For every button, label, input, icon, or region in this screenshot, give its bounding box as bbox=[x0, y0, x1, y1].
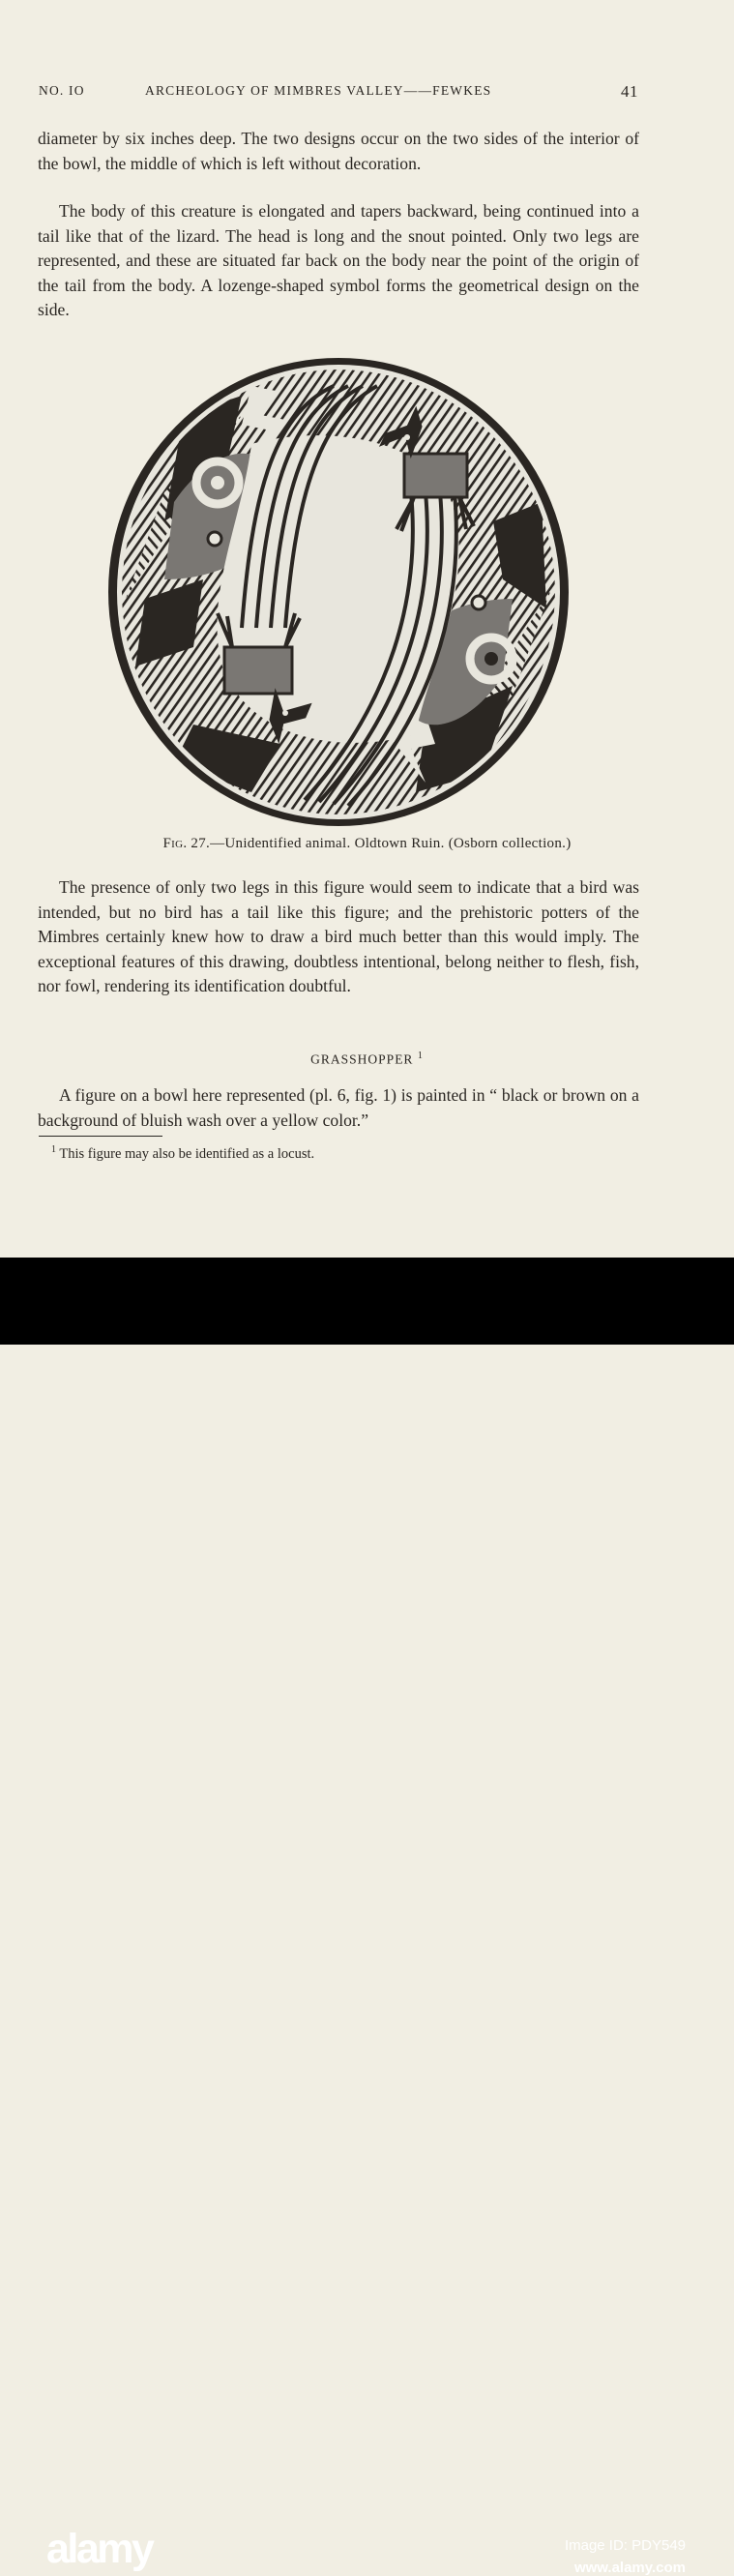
footnote-text: This figure may also be identified as a locust. bbox=[59, 1145, 315, 1162]
paragraph-1: diameter by six inches deep. The two designs occur on the two sides of the interior of the bowl, the middle of which is left without decoration. bbox=[38, 129, 639, 173]
paragraph-2: The body of this creature is elongated and tapers backward, being continued into a tail like that of the lizard. The head is long and the snout pointed. Only two legs are represented, and these are situated far back on the body near the point of the origin of the tail from the body. A lozenge-shaped symbol forms the geometrical design on the side. bbox=[38, 201, 639, 320]
stock-logo: alamy bbox=[46, 2526, 153, 2572]
figure-caption-text: —Unidentified animal. Oldtown Ruin. (Osborn collection.) bbox=[210, 836, 572, 851]
bowl-illustration bbox=[106, 357, 571, 827]
page-number: 41 bbox=[621, 82, 638, 101]
footnote-marker: 1 bbox=[51, 1144, 56, 1155]
section-heading bbox=[0, 1051, 734, 1068]
figure-label: Fig. 27. bbox=[162, 836, 211, 851]
footnote-rule bbox=[39, 1136, 162, 1137]
site-url[interactable]: www.alamy.com bbox=[573, 2560, 686, 2576]
footnote-reference: 1 bbox=[417, 1051, 424, 1061]
footnote bbox=[51, 1144, 314, 1163]
eye-motif bbox=[208, 532, 221, 546]
image-id: Image ID: PDY549 bbox=[564, 2537, 686, 2554]
section-heading-text: GRASSHOPPER bbox=[310, 1051, 414, 1067]
running-title: ARCHEOLOGY OF MIMBRES VALLEY——FEWKES bbox=[145, 83, 492, 98]
paragraph-4: A figure on a bowl here represented (pl. 6, fig. 1) is painted in “ black or brown on a background of bluish wash over a yellow color.” bbox=[38, 1085, 639, 1130]
paragraph-3: The presence of only two legs in this figure would seem to indicate that a bird was intended, but no bird has a tail like this figure; and the prehistoric potters of the Mimbres certainly knew how to draw a bird much better than this would imply. The exceptional features of this drawing, doubtless intentional, belong neither to flesh, fish, nor fowl, rendering its identification doubtful. bbox=[38, 877, 639, 996]
figure-caption bbox=[0, 836, 734, 852]
document-page bbox=[0, 0, 734, 1258]
stock-banner bbox=[0, 1258, 734, 2576]
running-head bbox=[39, 83, 638, 103]
eye-motif bbox=[472, 596, 485, 609]
series-number: NO. IO bbox=[39, 83, 85, 98]
